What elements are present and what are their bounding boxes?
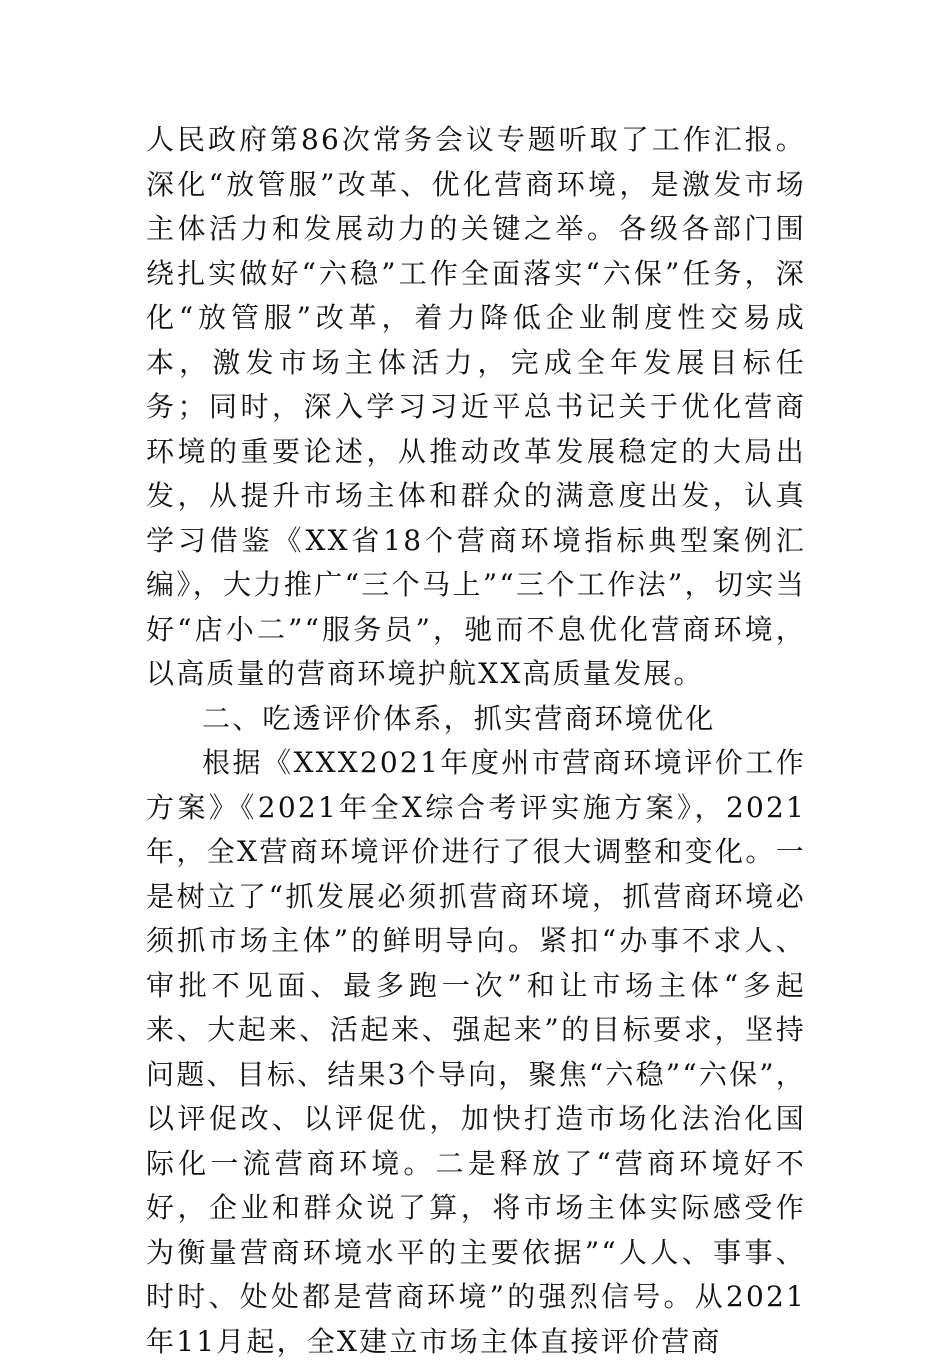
paragraph-body: 根据《XXX2021年度州市营商环境评价工作方案》《2021年全X综合考评实施方案》，2021年，全X营商环境评价进行了很大调整和变化。一是树立了“抓发展必须抓营商环境，抓营商环境必须抓市场主体”的鲜明导向。紧扣“办事不求人、审批不见面、最多跑一次”和让市场主体“多起来、大起来、活起来、强起来”的目标要求，坚持问题、目标、结果3个导向，聚焦“六稳”“六保”，以评促改、以评促优，加快打造市场化法治化国际化一流营商环境。二是释放了“营商环境好不好，企业和群众说了算，将市场主体实际感受作为衡量营商环境水平的主要依据”“人人、事事、时时、处处都是营商环境”的强烈信号。从2021年11月起，全X建立市场主体直接评价营商: [146, 746, 806, 1358]
section-heading: 二、吃透评价体系，抓实营商环境优化: [202, 701, 716, 735]
paragraph-continued: 人民政府第86次常务会议专题听取了工作汇报。深化“放管服”改革、优化营商环境，是激发市场主体活力和发展动力的关键之举。各级各部门围绕扎实做好“六稳”工作全面落实“六保”任务，深化“放管服”改革，着力降低企业制度性交易成本，激发市场主体活力，完成全年发展目标任务；同时，深入学习习近平总书记关于优化营商环境的重要论述，从推动改革发展稳定的大局出发，从提升市场主体和群众的满意度出发，认真学习借鉴《XX省18个营商环境指标典型案例汇编》，大力推广“三个马上”“三个工作法”，切实当好“店小二”“服务员”，驰而不息优化营商环境，以高质量的营商环境护航XX高质量发展。: [146, 123, 807, 690]
document-body: [146, 118, 806, 1364]
